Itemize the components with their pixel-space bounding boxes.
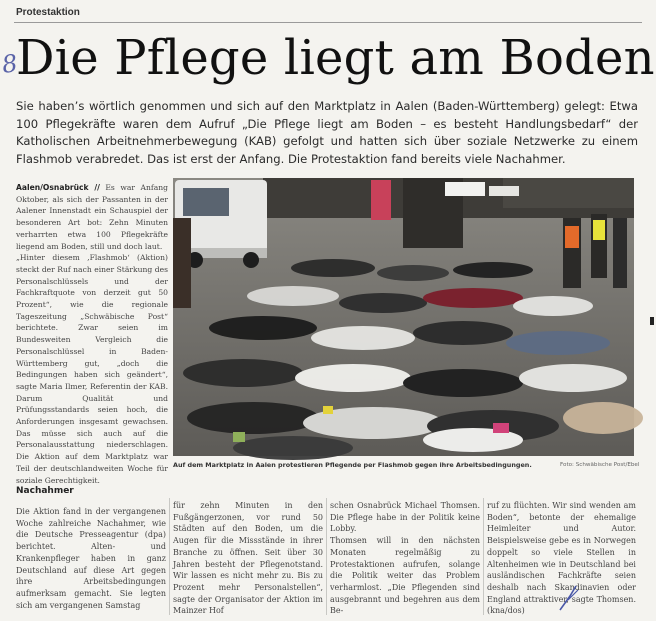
flashmob-photo-illustration: [173, 178, 634, 456]
pen-stroke-mark: [556, 582, 586, 612]
rubric-divider: [14, 22, 642, 23]
article-headline: Die Pflege liegt am Boden: [16, 30, 655, 86]
bottom-column-3: schen Osnabrück Michael Thomsen. Die Pflege habe in der Politik keine Lobby. Thomsen will in den nächsten Monaten regelmäßig zu Protestaktionen aufrufen, solange die Politik weiter das Problem verharmlost. „Die Pflegenden sind ausgebrannt und begehren aus dem Be-: [330, 501, 480, 616]
section-rubric: Protestaktion: [16, 7, 80, 18]
article-column-1-text: Es war Anfang Oktober, als sich der Passanten in der Aalener Innenstadt ein Schauspiel der besonderen Art bot: Zehn Minuten verharrten etwa 100 Pflegekräfte liegend am Boden, still und doch laut. „Hinter diesem ‚Flashmob‘ (Aktion) steckt der Ruf nach einer Stärkung des Personalschlüssels und der Fachkraftquote von derzeit gut 50 Prozent“, wie die regionale Tageszeitung „Schwäbische Post“ berichtete. Zwar seien im Bundesweiten Vergleich die Personalschlüssel in Baden-Württemberg gut, „doch die Bedingungen haben sich geändert“, sagte Maria Ilmer, Referentin der KAB. Darum Qualität und Prüfungsstandards seien hoch, die Anforderungen insgesamt gewachsen. Das müsse sich auch auf die Personalausstattung niederschlagen. Die Aktion auf dem Marktplatz war Teil der deutschlandweiten Woche für soziale Gerechtigkeit.: [16, 183, 168, 485]
photo-caption: Auf dem Marktplatz in Aalen protestieren Pflegende per Flashmob gegen ihre Arbeitsbedingungen.: [173, 461, 532, 469]
column-divider: [483, 498, 484, 615]
handwritten-margin-mark: 8: [0, 49, 20, 79]
bottom-column-1: Die Aktion fand in der vergangenen Woche zahlreiche Nachahmer, wie die Deutsche Presseagentur (dpa) berichtet. Alten- und Krankenpfleger haben in ganz Deutschland auf diese Art gegen ihre Arbeitsbedingungen aufmerksam gemacht. Sie legten sich am vergangenen Samstag: [16, 507, 166, 610]
column-divider: [169, 498, 170, 615]
photo-credit: Foto: Schwäbische Post/Ebel: [560, 462, 640, 468]
column-divider: [326, 498, 327, 615]
bottom-column-4: ruf zu flüchten. Wir sind wenden am Boden“, betonte der ehemalige Heimleiter und Autor. Beispielsweise gebe es in Norwegen doppelt so viele Stellen in Altenheimen wie in Deutschland bei ausländischen Fachkräfte seien deshalb nach Skandinavien oder England attraktiver, sagte Thomsen. (kna/dos): [487, 501, 636, 616]
dateline: Aalen/Osnabrück //: [16, 183, 100, 192]
flashmob-photo: [173, 178, 634, 456]
page-edge-mark: [650, 317, 654, 325]
bottom-column-2: für zehn Minuten in den Fußgängerzonen, vor rund 50 Städten auf den Boden, um die Augen für die Missstände in ihrer Branche zu öffnen. Seit über 30 Jahren besteht der Pflegenotstand. Wir lassen es nicht mehr zu. Bis zu Prozent mehr Personalstellen“, sagte der Organisator der Aktion im Mainzer Hof: [173, 501, 323, 616]
article-column-1: [16, 182, 168, 485]
section-subhead: Nachahmer: [16, 486, 74, 496]
article-lead: Sie haben’s wörtlich genommen und sich auf den Marktplatz in Aalen (Baden-Württemberg) gelegt: Etwa 100 Pflegekräfte waren dem Aufruf „Die Pflege liegt am Boden – es besteht Handlungsbedarf“ der Katholischen Arbeitnehmerbewegung (KAB) gefolgt und hatten sich über soziale Netzwerke zu einem Flashmob verabredet. Das ist erst der Anfang. Die Protestaktion fand bereits viele Nachahmer.: [16, 99, 638, 166]
